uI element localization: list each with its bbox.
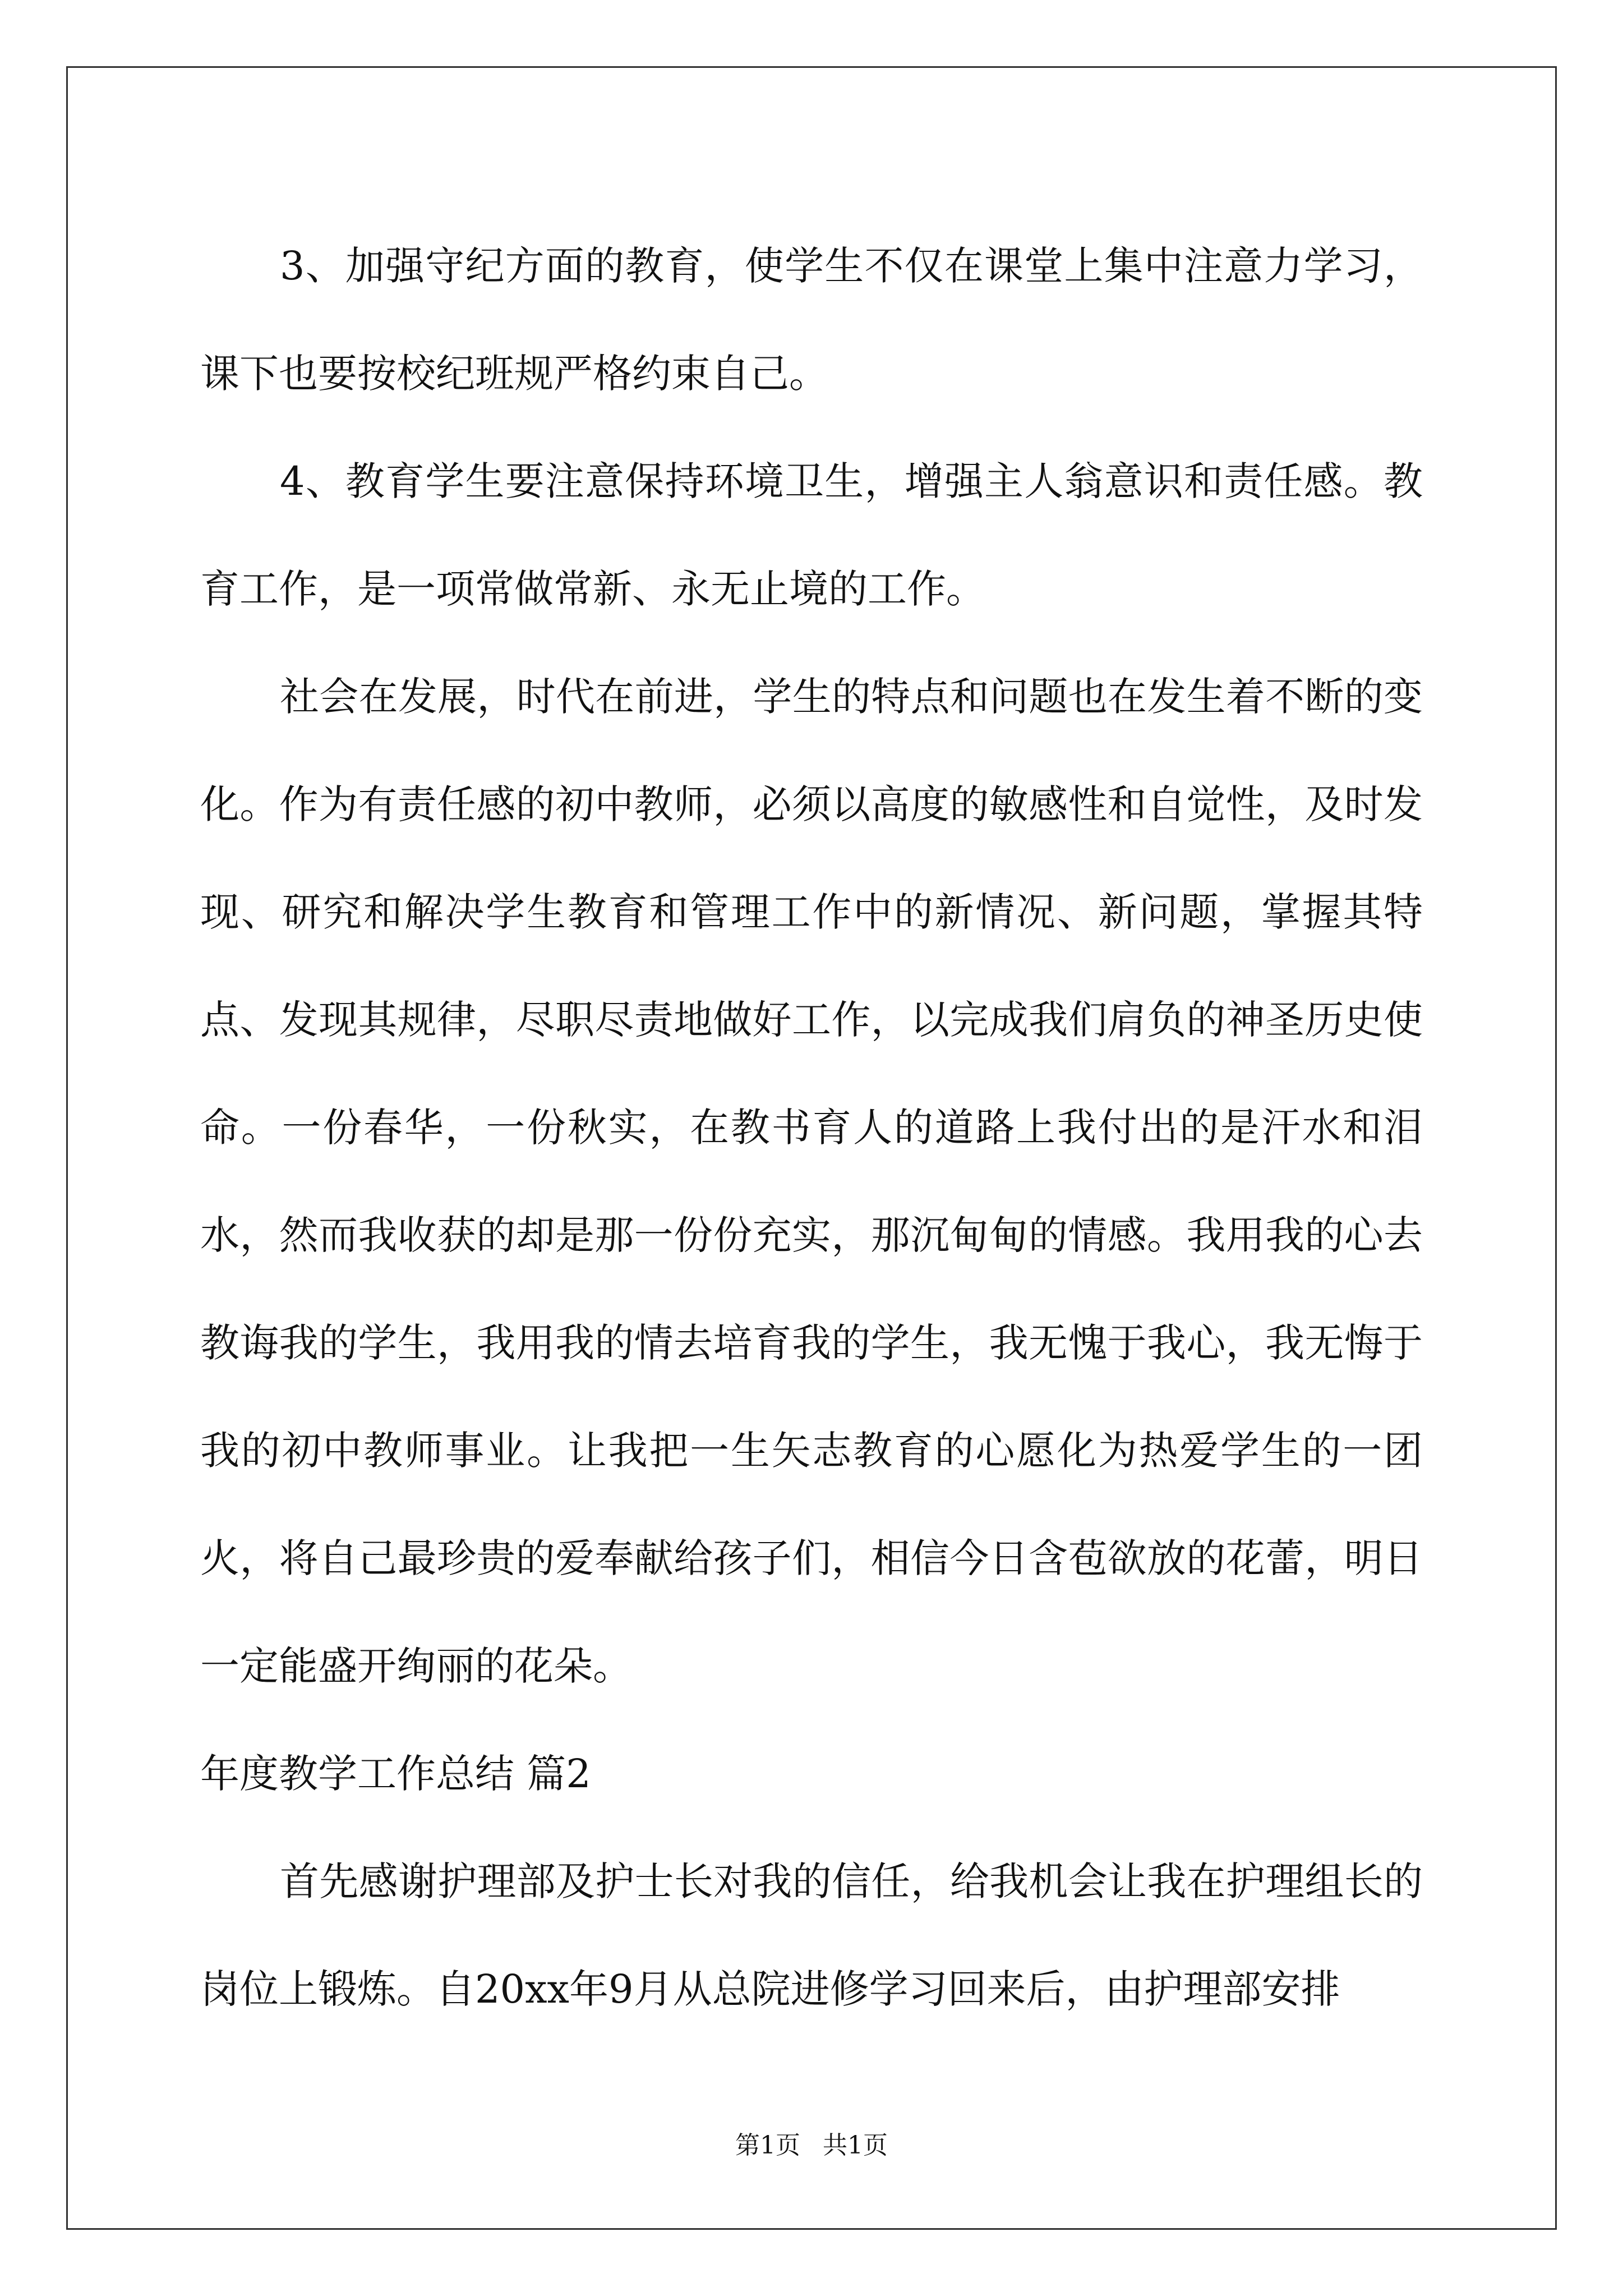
paragraph-section2-intro: 首先感谢护理部及护士长对我的信任，给我机会让我在护理组长的岗位上锻炼。自20xx年9月从总院进修学习回来后，由护理部安排 bbox=[200, 1858, 1423, 2012]
page-footer bbox=[0, 2129, 1623, 2162]
document-body bbox=[200, 212, 1423, 2043]
paragraph-discipline: 3、加强守纪方面的教育，使学生不仅在课堂上集中注意力学习，课下也要按校纪班规严格约束自己。 bbox=[200, 243, 1423, 397]
paragraph-hygiene: 4、教育学生要注意保持环境卫生，增强主人翁意识和责任感。教育工作，是一项常做常新、永无止境的工作。 bbox=[200, 458, 1423, 612]
page-total: 共1页 bbox=[823, 2131, 888, 2160]
paragraph-closing: 社会在发展，时代在前进，学生的特点和问题也在发生着不断的变化。作为有责任感的初中教师，必须以高度的敏感性和自觉性，及时发现、研究和解决学生教育和管理工作中的新情况、新问题，掌握其特点、发现其规律，尽职尽责地做好工作，以完成我们肩负的神圣历史使命。一份春华，一份秋实，在教书育人的道路上我付出的是汗水和泪水，然而我收获的却是那一份份充实，那沉甸甸的情感。我用我的心去教诲我的学生，我用我的情去培育我的学生，我无愧于我心，我无悔于我的初中教师事业。让我把一生矢志教育的心愿化为热爱学生的一团火，将自己最珍贵的爱奉献给孩子们，相信今日含苞欲放的花蕾，明日一定能盛开绚丽的花朵。 bbox=[200, 674, 1423, 1689]
page-number: 第1页 bbox=[735, 2131, 800, 2160]
section-heading: 年度教学工作总结 篇2 bbox=[200, 1751, 591, 1797]
